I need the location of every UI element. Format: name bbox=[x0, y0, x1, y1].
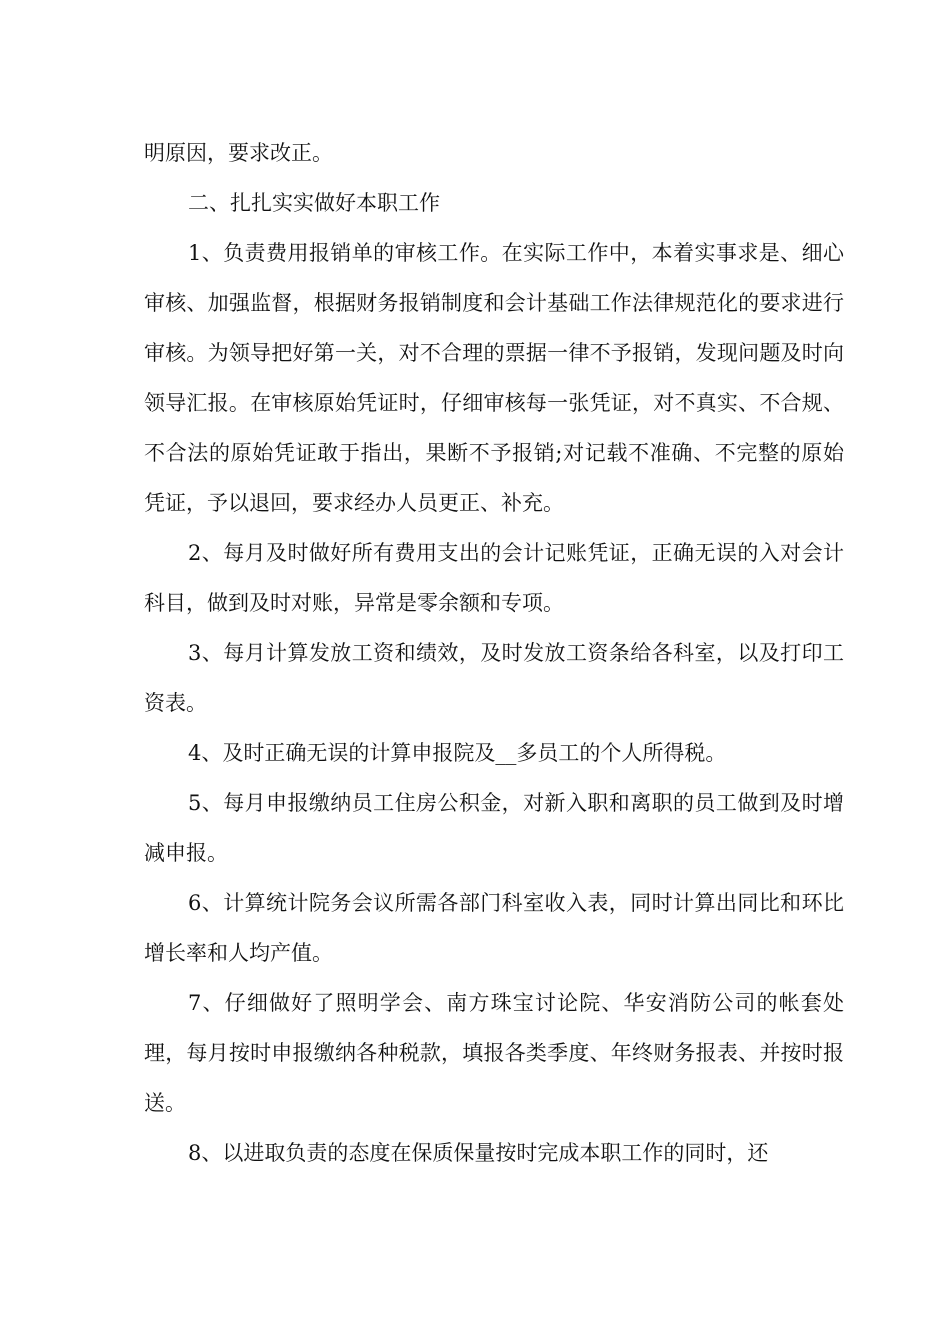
paragraph-item-8: 8、以进取负责的态度在保质保量按时完成本职工作的同时，还 bbox=[188, 1141, 769, 1165]
paragraph-item-3: 3、每月计算发放工资和绩效，及时发放工资条给各科室，以及打印工资表。 bbox=[144, 641, 844, 715]
paragraph-item-7: 7、仔细做好了照明学会、南方珠宝讨论院、华安消防公司的帐套处理，每月按时申报缴纳各种税款，填报各类季度、年终财务报表、并按时报送。 bbox=[144, 991, 844, 1115]
paragraph-item-6: 6、计算统计院务会议所需各部门科室收入表，同时计算出同比和环比增长率和人均产值。 bbox=[144, 891, 844, 965]
paragraph-item-4: 4、及时正确无误的计算申报院及__多员工的个人所得税。 bbox=[188, 741, 727, 765]
paragraph-item-2: 2、每月及时做好所有费用支出的会计记账凭证，正确无误的入对会计科目，做到及时对账，异常是零余额和专项。 bbox=[144, 541, 844, 615]
paragraph-item-5: 5、每月申报缴纳员工住房公积金，对新入职和离职的员工做到及时增减申报。 bbox=[144, 791, 844, 865]
section-heading: 二、扎扎实实做好本职工作 bbox=[188, 191, 440, 215]
paragraph-item-1: 1、负责费用报销单的审核工作。在实际工作中，本着实事求是、细心审核、加强监督，根据财务报销制度和会计基础工作法律规范化的要求进行审核。为领导把好第一关，对不合理的票据一律不予报销，发现问题及时向领导汇报。在审核原始凭证时，仔细审核每一张凭证，对不真实、不合规、不合法的原始凭证敢于指出，果断不予报销;对记载不准确、不完整的原始凭证，予以退回，要求经办人员更正、补充。 bbox=[144, 241, 844, 515]
document-body bbox=[144, 128, 844, 1178]
paragraph-continuation: 明原因，要求改正。 bbox=[144, 141, 333, 165]
